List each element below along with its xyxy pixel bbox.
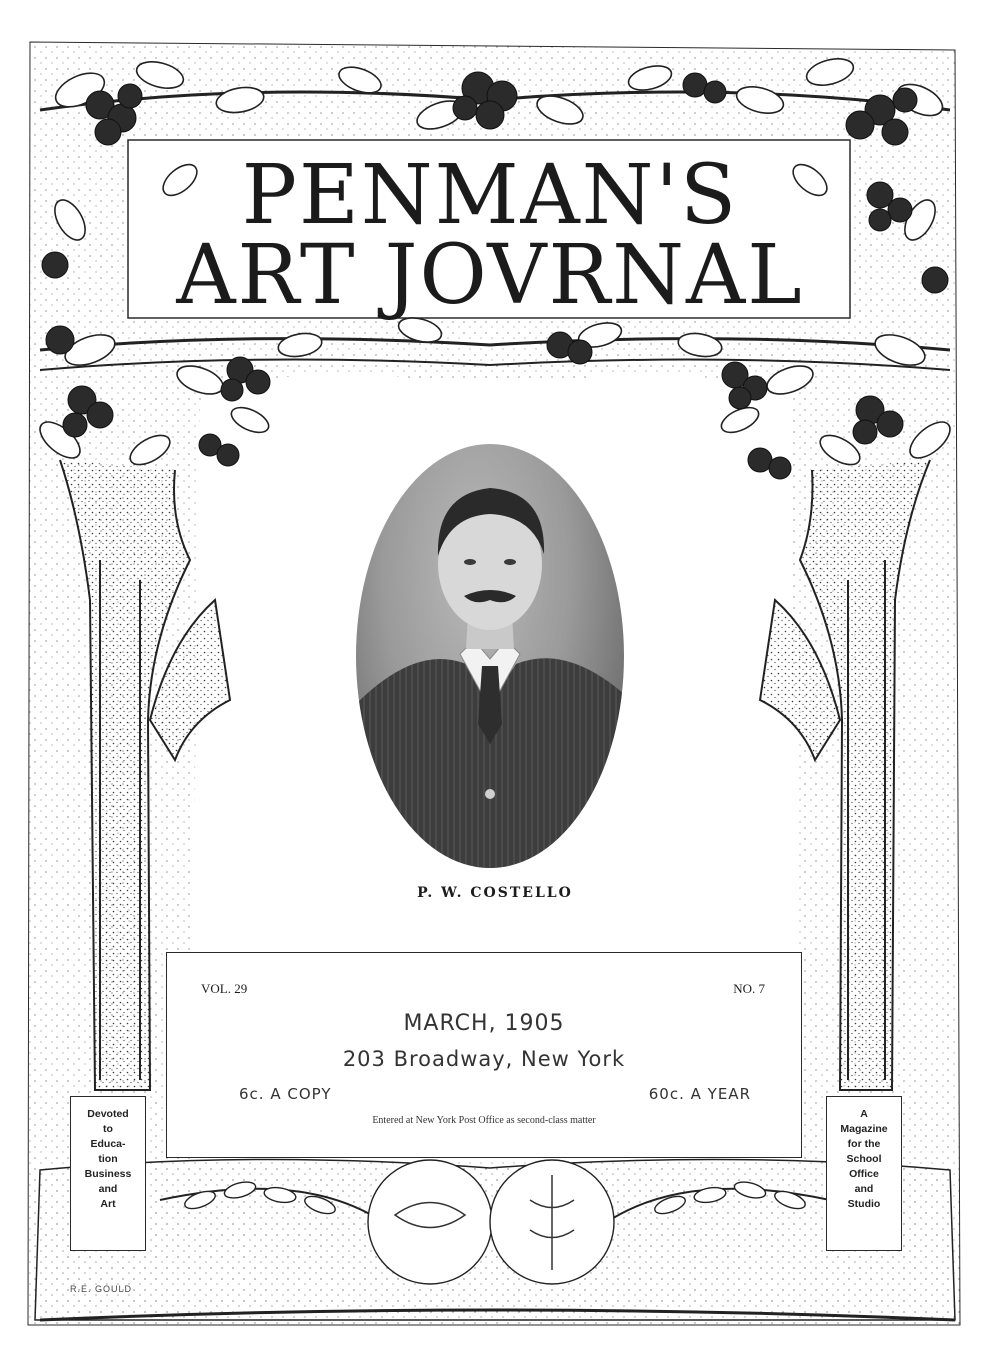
right-panel-line: A: [860, 1108, 868, 1120]
left-panel-line: to: [103, 1123, 113, 1135]
masthead-title-line2: ART JOVRNAL: [176, 228, 804, 323]
right-side-panel: [826, 1096, 902, 1251]
left-panel-line: Business: [84, 1168, 132, 1180]
right-panel-line: School: [846, 1153, 882, 1165]
price-per-copy: 6c. A COPY: [239, 1085, 332, 1103]
portrait-photo: [356, 444, 624, 868]
portrait-frame: [346, 436, 644, 874]
masthead-title-line1: PENMAN'S: [241, 148, 739, 243]
right-panel-line: Office: [849, 1168, 879, 1180]
right-panel-line: Magazine: [840, 1123, 888, 1135]
postal-entry-note: Entered at New York Post Office as second-class matter: [372, 1115, 596, 1126]
left-side-panel: [70, 1096, 146, 1251]
left-panel-line: and: [98, 1183, 118, 1195]
artist-signature: R.E. GOULD: [70, 1284, 133, 1294]
issue-number: NO. 7: [733, 981, 765, 996]
portrait-figure: [356, 444, 624, 868]
left-panel-line: Educa-: [90, 1138, 126, 1150]
right-panel-line: and: [854, 1183, 874, 1195]
left-panel-line: Art: [100, 1198, 116, 1210]
publisher-address: 203 Broadway, New York: [342, 1047, 626, 1071]
right-panel-line: Studio: [847, 1198, 881, 1210]
left-panel-line: Devoted: [87, 1108, 129, 1120]
issue-info-box: [166, 952, 802, 1158]
volume-label: VOL. 29: [201, 981, 248, 996]
issue-date: MARCH, 1905: [403, 1011, 565, 1036]
right-panel-line: for the: [847, 1138, 881, 1150]
left-panel-line: tion: [98, 1153, 118, 1165]
price-per-year: 60c. A YEAR: [648, 1085, 751, 1103]
portrait-caption: P. W. COSTELLO: [417, 885, 573, 901]
